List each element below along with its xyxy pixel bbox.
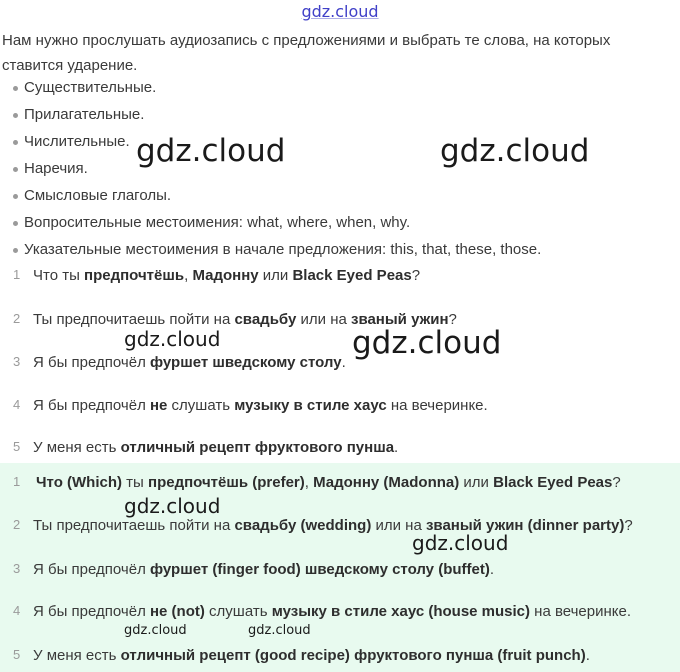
sentence-number: 2 <box>13 311 21 326</box>
stressed-word: не <box>149 397 168 414</box>
answer-number: 2 <box>13 517 21 532</box>
answer-text: Ты предпочитаешь пойти на свадьбу (wedding) или на званый ужин (dinner party)? <box>33 517 633 534</box>
stressed-word: музыку в стиле хаус (house music) <box>271 603 531 620</box>
stressed-word: свадьбу <box>234 311 297 328</box>
watermark: gdz.cloud <box>124 623 187 638</box>
stressed-word: отличный рецепт фруктового пунша <box>120 439 395 456</box>
watermark: gdz.cloud <box>412 531 509 555</box>
stressed-word: званый ужин <box>350 311 449 328</box>
watermark: gdz.cloud <box>136 133 286 169</box>
sentence-text: У меня есть отличный рецепт фруктового пунша. <box>33 439 399 456</box>
watermark: gdz.cloud <box>352 325 502 361</box>
answer-number: 4 <box>13 603 21 618</box>
sentence-number: 1 <box>13 267 21 282</box>
sentence-number: 5 <box>13 439 21 454</box>
stressed-word: не (not) <box>149 603 205 620</box>
stressed-word: фруктового пунша (fruit punch) <box>354 647 586 664</box>
sentence-text: Я бы предпочёл не слушать музыку в стиле хаус на вечеринке. <box>33 397 488 414</box>
stressed-word: Black Eyed Peas <box>292 267 412 284</box>
bullet-item: Числительные. <box>0 130 541 157</box>
watermark: gdz.cloud <box>124 494 221 518</box>
stressed-word: Что (Which) <box>36 474 123 491</box>
bullet-item: Указательные местоимения в начале предложения: this, that, these, those. <box>0 238 541 265</box>
watermark: gdz.cloud <box>124 327 221 351</box>
watermark: gdz.cloud <box>248 623 311 638</box>
sentence-number: 3 <box>13 354 21 369</box>
answer-number: 5 <box>13 647 21 662</box>
stressed-word: званый ужин (dinner party) <box>425 517 625 534</box>
watermark: gdz.cloud <box>440 133 590 169</box>
sentence-text: Я бы предпочёл фуршет шведскому столу. <box>33 354 346 371</box>
stressed-word: фуршет шведскому столу <box>149 354 342 371</box>
stressed-word: шведскому столу (buffet) <box>304 561 490 578</box>
answer-number: 1 <box>13 474 21 489</box>
answer-text: У меня есть отличный рецепт (good recipe) фруктового пунша (fruit punch). <box>33 647 590 664</box>
answer-text: Я бы предпочёл фуршет (finger food) шведскому столу (buffet). <box>33 561 495 578</box>
sentence-number: 4 <box>13 397 21 412</box>
stressed-word: Мадонну (Madonna) <box>313 474 460 491</box>
stressed-word: предпочтёшь (prefer) <box>148 474 305 491</box>
stress-word-list <box>0 76 541 265</box>
answer-number: 3 <box>13 561 21 576</box>
bullet-item: Существительные. <box>0 76 541 103</box>
header-watermark-link[interactable]: gdz.cloud <box>301 2 379 21</box>
bullet-item: Смысловые глаголы. <box>0 184 541 211</box>
stressed-word: Мадонну <box>192 267 259 284</box>
bullet-item: Прилагательные. <box>0 103 541 130</box>
stressed-word: фуршет (finger food) <box>149 561 301 578</box>
bullet-item: Вопросительные местоимения: what, where, when, why. <box>0 211 541 238</box>
answer-text: Что (Which) ты предпочтёшь (prefer), Мадонну (Madonna) или Black Eyed Peas? <box>36 474 621 491</box>
stressed-word: предпочтёшь <box>84 267 185 284</box>
sentence-text: Что ты предпочтёшь, Мадонну или Black Eyed Peas? <box>33 267 421 284</box>
stressed-word: свадьбу (wedding) <box>234 517 372 534</box>
answer-text: Я бы предпочёл не (not) слушать музыку в стиле хаус (house music) на вечеринке. <box>33 603 632 620</box>
stressed-word: музыку в стиле хаус <box>234 397 387 414</box>
stressed-word: Black Eyed Peas <box>493 474 613 491</box>
bullet-item: Наречия. <box>0 157 541 184</box>
task-intro: Нам нужно прослушать аудиозапись с предложениями и выбрать те слова, на которых ставится ударение. <box>2 32 611 74</box>
stressed-word: отличный рецепт (good recipe) <box>120 647 350 664</box>
sentence-text: Ты предпочитаешь пойти на свадьбу или на званый ужин? <box>33 311 457 328</box>
